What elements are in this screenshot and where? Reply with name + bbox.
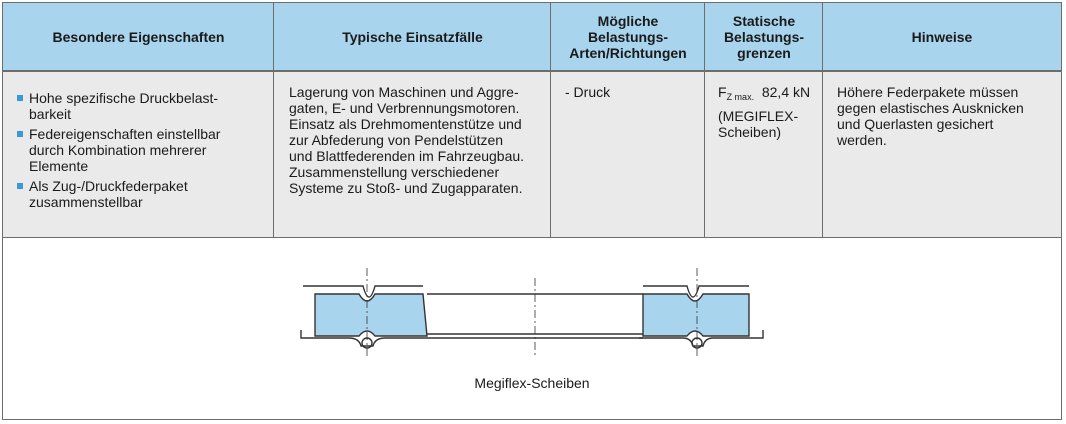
square-bullet-icon: [17, 131, 23, 137]
header-notes: Hinweise: [911, 28, 973, 45]
list-item: Federeigenschaften einstellbar durch Kombination mehrerer Elemente: [17, 126, 267, 174]
column-divider: [822, 3, 823, 237]
notes-cell: Höhere Federpakete müssen gegen elastisches Ausknicken und Querlasten gesichert werden.: [837, 84, 1024, 148]
use-cases-cell: Lagerung von Maschinen und Aggre- gaten, E- und Verbrennungsmotoren. Einsatz als Drehmomentenstütze und zur Abfederung von Pendelstützen und Blattfederenden im Fahrzeugbau. Zusammenstellung verschiedener Systeme zu Stoß- und Zugapparaten.: [289, 84, 525, 196]
header-load-limits: Statische Belastungs- grenzen: [723, 12, 805, 61]
load-limit-cell: $F_{Z max.}$ 82,4 kN (MEGIFLEX- Scheiben): [718, 84, 820, 140]
list-item: Als Zug-/Druckfederpaket zusammenstellbar: [17, 178, 267, 210]
load-type-cell: - Druck: [565, 84, 611, 100]
spec-table: [2, 2, 1062, 420]
properties-cell: [17, 90, 267, 214]
megiflex-disc-drawing: [3, 238, 1061, 368]
right-rubber-section: [643, 294, 749, 336]
square-bullet-icon: [17, 95, 23, 101]
list-item: Hohe spezifische Druckbelast- barkeit: [17, 90, 267, 122]
square-bullet-icon: [17, 183, 23, 189]
column-divider: [704, 3, 705, 237]
header-load-types: Mögliche Belastungs- Arten/Richtungen: [569, 12, 687, 61]
load-limit-value: $F_{Z max.}$ 82,4 kN: [718, 84, 811, 102]
figure-caption: Megiflex-Scheiben: [474, 375, 590, 391]
header-properties: Besondere Eigenschaften: [52, 28, 225, 45]
column-divider: [550, 3, 551, 237]
figure-area: [3, 238, 1061, 419]
column-divider: [273, 3, 274, 237]
left-rubber-section: [315, 294, 427, 336]
header-use-cases: Typische Einsatzfälle: [342, 28, 483, 45]
